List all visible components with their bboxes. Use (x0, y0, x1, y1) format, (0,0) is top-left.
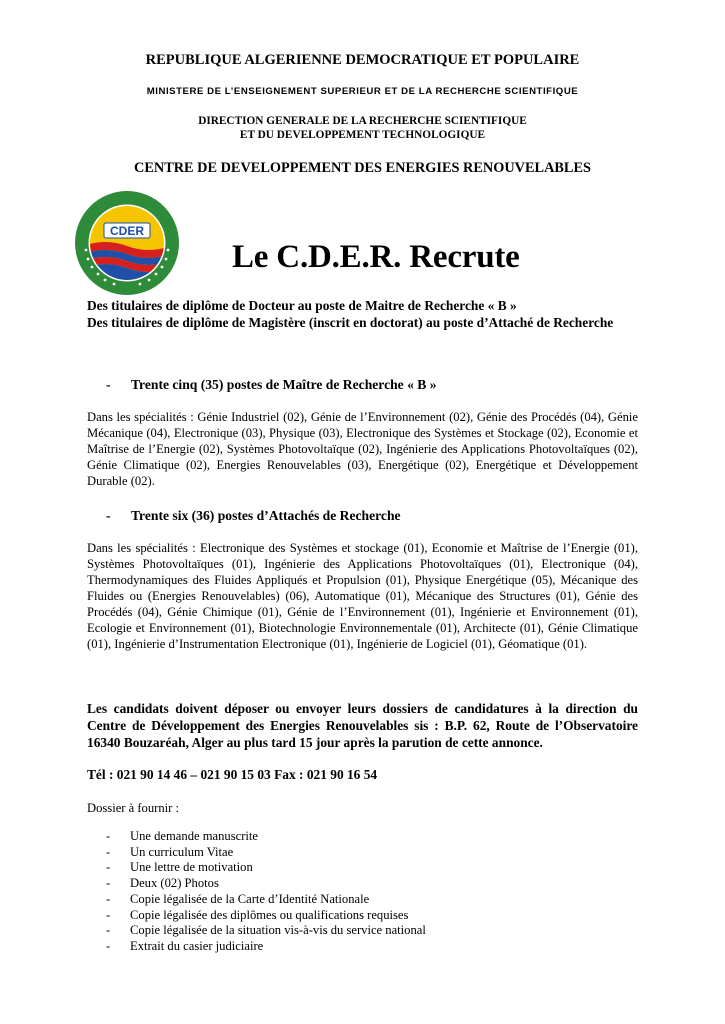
list-item: - Deux (02) Photos (106, 876, 219, 891)
section2-specialties: Dans les spécialités : Electronique des Systèmes et stockage (01), Economie et Maîtrise de l’Energie (01), Systèmes Photovoltaïques (01), Ingénierie des Applications Photovoltaïques (01), Electronique (04), Thermodynamiques des Fluides Appliqués et Propulsion (01), Physique Energétique (05), Mécanique des Fluides ou (Energies Renouvelables) (06), Automatique (01), Mécanique des Structures (01), Génie des Procédés (04), Génie Chimique (01), Génie de l’Environnement (01), Ingénierie et Environnement (01), Ecologie et Environnement (01), Biotechnologie Environnementale (01), Architecte (01), Génie Climatique (01), Ingénierie d’Instrumentation Electronique (01), Ingénierie de Logiciel (01), Géomatique (01). (87, 541, 638, 651)
republic-header: REPUBLIQUE ALGERIENNE DEMOCRATIQUE ET POPULAIRE (145, 52, 580, 68)
list-item: - Copie légalisée des diplômes ou qualifications requises (106, 907, 409, 922)
centre-header: CENTRE DE DEVELOPPEMENT DES ENERGIES RENOUVELABLES (134, 160, 591, 176)
section1-heading (106, 377, 437, 393)
list-item: - Une demande manuscrite (106, 829, 258, 843)
section1-dash: - (106, 377, 111, 392)
direction-header (0, 114, 725, 142)
section1-specialties: Dans les spécialités : Génie Industriel (02), Génie de l’Environnement (02), Génie des Procédés (04), Génie Mécanique (04), Electronique (03), Physique (03), Electronique des Systèmes et Stockage (02), Economie et Maîtrise de l’Energie (02), Systèmes Photovoltaïque (02), Ingénierie des Applications Photovoltaïques (02), Génie Climatique (02), Energies Renouvelables (03), Energétique (02), Energétique et Développement Durable (02). (87, 410, 638, 488)
list-item: - Copie légalisée de la Carte d’Identité Nationale (106, 891, 370, 906)
list-item: - Un curriculum Vitae (106, 844, 234, 859)
cder-logo (74, 190, 180, 296)
contact-line: Tél : 021 90 14 46 – 021 90 15 03 Fax : 021 90 16 54 (87, 767, 378, 782)
logo-label: CDER (109, 224, 145, 238)
section2-dash: - (106, 508, 111, 523)
list-item: - Une lettre de motivation (106, 860, 253, 875)
dossier-list (106, 829, 426, 955)
section1-heading-text: Trente cinq (35) postes de Maître de Recherche « B » (131, 377, 437, 392)
direction-line-1: DIRECTION GENERALE DE LA RECHERCHE SCIENTIFIQUE (198, 115, 527, 127)
section2-heading (106, 508, 401, 524)
intro-line-magistere: Des titulaires de diplôme de Magistère (inscrit en doctorat) au poste d’Attaché de Recherche (87, 315, 614, 330)
intro-line-doctorat: Des titulaires de diplôme de Docteur au poste de Maitre de Recherche « B » (87, 298, 517, 313)
section2-heading-text: Trente six (36) postes d’Attachés de Recherche (131, 508, 401, 523)
candidates-instructions (87, 700, 638, 751)
candidates-text: Les candidats doivent déposer ou envoyer leurs dossiers de candidatures à la direction du Centre de Développement des Energies Renouvelables sis : B.P. 62, Route de l’Observatoire 16340 Bouzaréah, Alger au plus tard 15 jour après la parution de cette annonce. (87, 701, 638, 750)
intro-block (87, 297, 638, 331)
list-item: - Extrait du casier judiciaire (106, 938, 264, 953)
page-title: Le C.D.E.R. Recrute (232, 239, 520, 275)
dossier-title: Dossier à fournir : (87, 801, 179, 815)
direction-line-2: ET DU DEVELOPPEMENT TECHNOLOGIQUE (239, 129, 486, 141)
list-item: - Copie légalisée de la situation vis-à-vis du service national (106, 923, 426, 938)
ministry-header: MINISTERE DE L’ENSEIGNEMENT SUPERIEUR ET DE LA RECHERCHE SCIENTIFIQUE (146, 86, 579, 97)
